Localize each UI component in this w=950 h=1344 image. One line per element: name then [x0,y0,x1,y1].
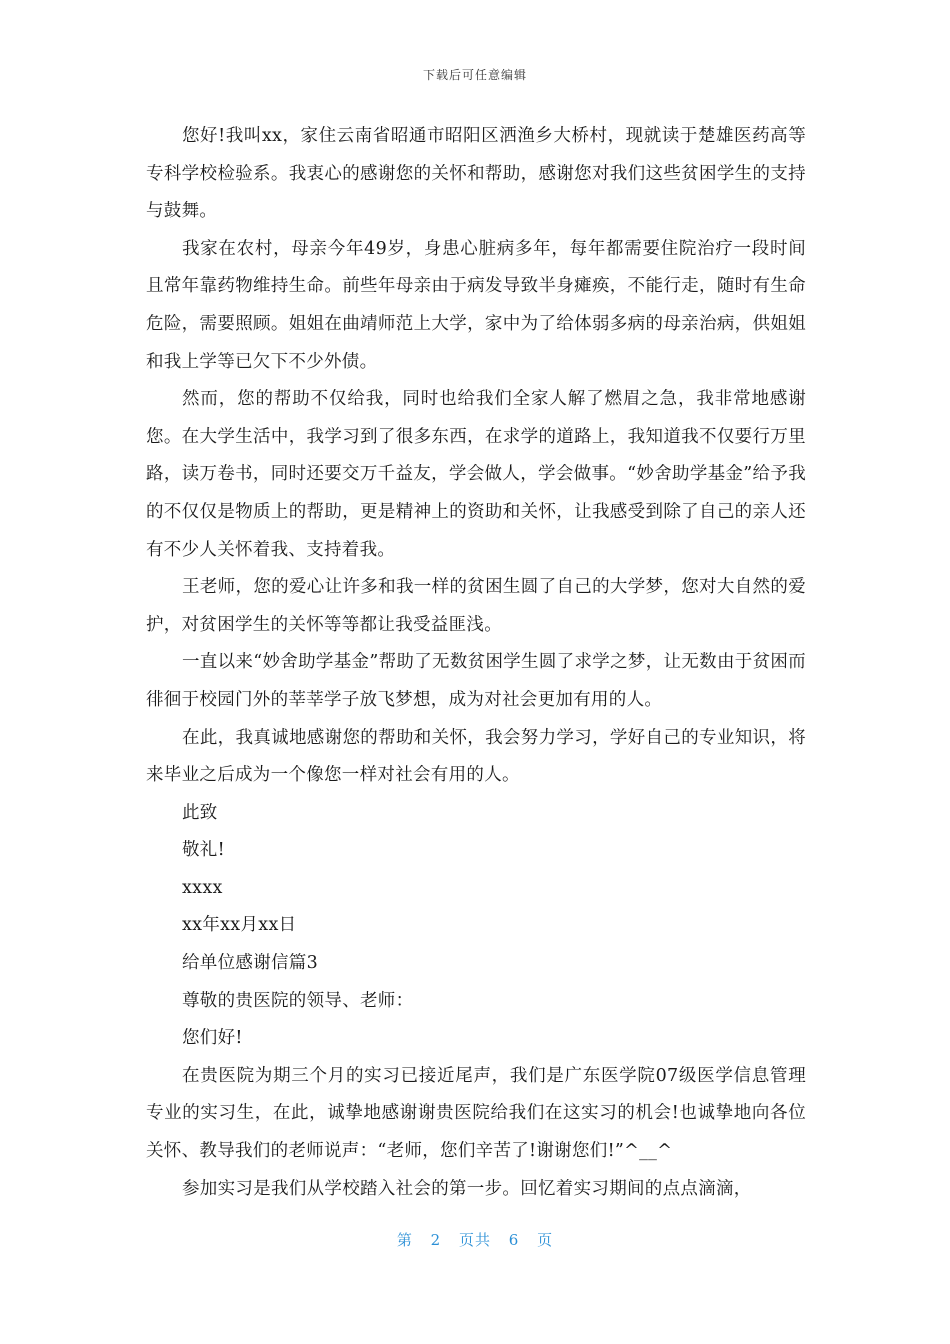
letter-greeting: 尊敬的贵医院的领导、老师： [182,990,414,1011]
section-title: 给单位感谢信篇3 [182,953,319,974]
paragraph-3: 然而，您的帮助不仅给我，同时也给我们全家人解了燃眉之急，我非常地感谢您。在大学生活中，我学习到了很多东西，在求学的道路上，我知道我不仅要行万里路，读万卷书，同时还要交万千益友，学会做人，学会做事。“妙舍助学基金”给予我的不仅仅是物质上的帮助，更是精神上的资助和关怀，让我感受到除了自己的亲人还有不少人关怀着我、支持着我。 [146,389,806,560]
document-body [146,118,806,1208]
signature-name: xxxx [182,877,223,898]
paragraph-1: 您好!我叫xx，家住云南省昭通市昭阳区洒渔乡大桥村，现就读于楚雄医药高等专科学校检验系。我衷心的感谢您的关怀和帮助，感谢您对我们这些贫困学生的支持与鼓舞。 [146,126,806,222]
paragraph-6: 在此，我真诚地感谢您的帮助和关怀，我会努力学习，学好自己的专业知识，将来毕业之后成为一个像您一样对社会有用的人。 [146,727,806,786]
paragraph-2: 我家在农村，母亲今年49岁，身患心脏病多年，每年都需要住院治疗一段时间且常年靠药物维持生命。前些年母亲由于病发导致半身瘫痪，不能行走，随时有生命危险，需要照顾。姐姐在曲靖师范上大学，家中为了给体弱多病的母亲治病，供姐姐和我上学等已欠下不少外债。 [146,238,806,372]
closing-respect: 敬礼! [182,840,225,861]
signature-date: xx年xx月xx日 [182,915,297,936]
paragraph-4: 王老师，您的爱心让许多和我一样的贫困生圆了自己的大学梦，您对大自然的爱护，对贫困学生的关怀等等都让我受益匪浅。 [146,577,806,635]
page-header: 下载后可任意编辑 [422,68,527,82]
paragraph-5: 一直以来“妙舍助学基金”帮助了无数贫困学生圆了求学之梦，让无数由于贫困而徘徊于校园门外的莘莘学子放飞梦想，成为对社会更加有用的人。 [146,652,806,710]
paragraph-7: 在贵医院为期三个月的实习已接近尾声，我们是广东医学院07级医学信息管理专业的实习生，在此，诚挚地感谢谢贵医院给我们在这实习的机会!也诚挚地向各位关怀、教导我们的老师说声：“老师，您们辛苦了!谢谢您们!”^__^ [146,1065,806,1162]
letter-hello: 您们好! [182,1028,243,1049]
page-number: 第 2 页共 6 页 [396,1231,554,1249]
paragraph-8: 参加实习是我们从学校踏入社会的第一步。回忆着实习期间的点点滴滴， [182,1178,752,1199]
closing-salutation: 此致 [182,802,218,823]
